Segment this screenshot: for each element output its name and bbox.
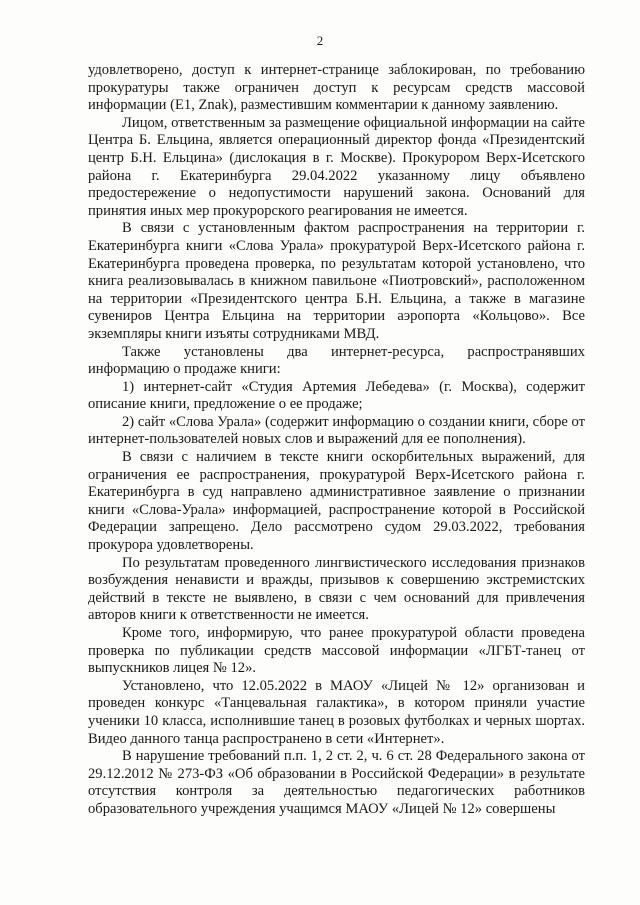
list-item-lebedev-studio: 1) интернет-сайт «Студия Артемия Лебедева» (г. Москва), содержит описание книги, предложение о ее продаже; [88,378,585,413]
paragraph-linguistic-study: По результатам проведенного лингвистического исследования признаков возбуждения ненависти и вражды, призывов к совершению экстремистских действий в тексте не выявлено, в связи с чем оснований для привлечения авторов книги к ответственности не имеется. [88,554,585,624]
paragraph-book-inspection: В связи с установленным фактом распространения на территории г. Екатеринбурга книги «Слова Урала» прокуратурой Верх-Исетского района г. Екатеринбурга проведена проверка, по результатам которой установлено, что книга реализовывалась в книжном павильоне «Пиотровский», расположенном на территории «Президентского центра Б.Н. Ельцина, а также в магазине сувениров Центра Ельцина на территории аэропорта «Кольцово». Все экземпляры книги изъяты сотрудниками МВД. [88,220,585,342]
list-item-slova-urala-site: 2) сайт «Слова Урала» (содержит информацию о создании книги, сборе от интернет-пользователей новых слов и выражений для ее пополнения). [88,413,585,448]
paragraph-court-claim: В связи с наличием в тексте книги оскорбительных выражений, для ограничения ее распространения, прокуратурой Верх-Исетского района г. Екатеринбурга в суд направлено административное заявление о признании книги «Слова-Урала» информацией, распространение которой в Российской Федерации запрещено. Дело рассмотрено судом 29.03.2022, требования прокурора удовлетворены. [88,449,585,554]
document-body [88,62,585,819]
paragraph-dance-contest: Установлено, что 12.05.2022 в МАОУ «Лицей № 12» организован и проведен конкурс «Танцевальная галактика», в котором приняли участие ученики 10 класса, исполнившие танец в розовых футболках и черных шортах. Видео данного танца распространено в сети «Интернет». [88,677,585,747]
paragraph-responsible-person: Лицом, ответственным за размещение официальной информации на сайте Центра Б. Ельцина, является операционный директор фонда «Президентский центр Б.Н. Ельцина» (дислокация в г. Москве). Прокурором Верх-Исетского района г. Екатеринбурга 29.04.2022 указанному лицу объявлено предостережение о недопустимости нарушений закона. Оснований для принятия иных мер прокурорского реагирования не имеется. [88,114,585,219]
page-number: 2 [316,33,324,48]
paragraph-lgbt-dance-check: Кроме того, информирую, что ранее прокуратурой области проведена проверка по публикации средств массовой информации «ЛГБТ-танец от выпускников лицея № 12». [88,625,585,677]
paragraph-law-violation: В нарушение требований п.п. 1, 2 ст. 2, ч. 6 ст. 28 Федерального закона от 29.12.2012 № 273-ФЗ «Об образовании в Российской Федерации» в результате отсутствия контроля за деятельностью педагогических работников образовательного учреждения учащимся МАОУ «Лицей № 12» совершены [88,748,585,817]
paragraph-internet-resources: Также установлены два интернет-ресурса, распространявших информацию о продаже книги: [88,343,585,378]
paragraph-continuation: удовлетворено, доступ к интернет-странице заблокирован, по требованию прокуратуры также ограничен доступ к ресурсам средств массовой информации (E1, Znak), разместившим комментарии к данному заявлению. [88,62,585,114]
